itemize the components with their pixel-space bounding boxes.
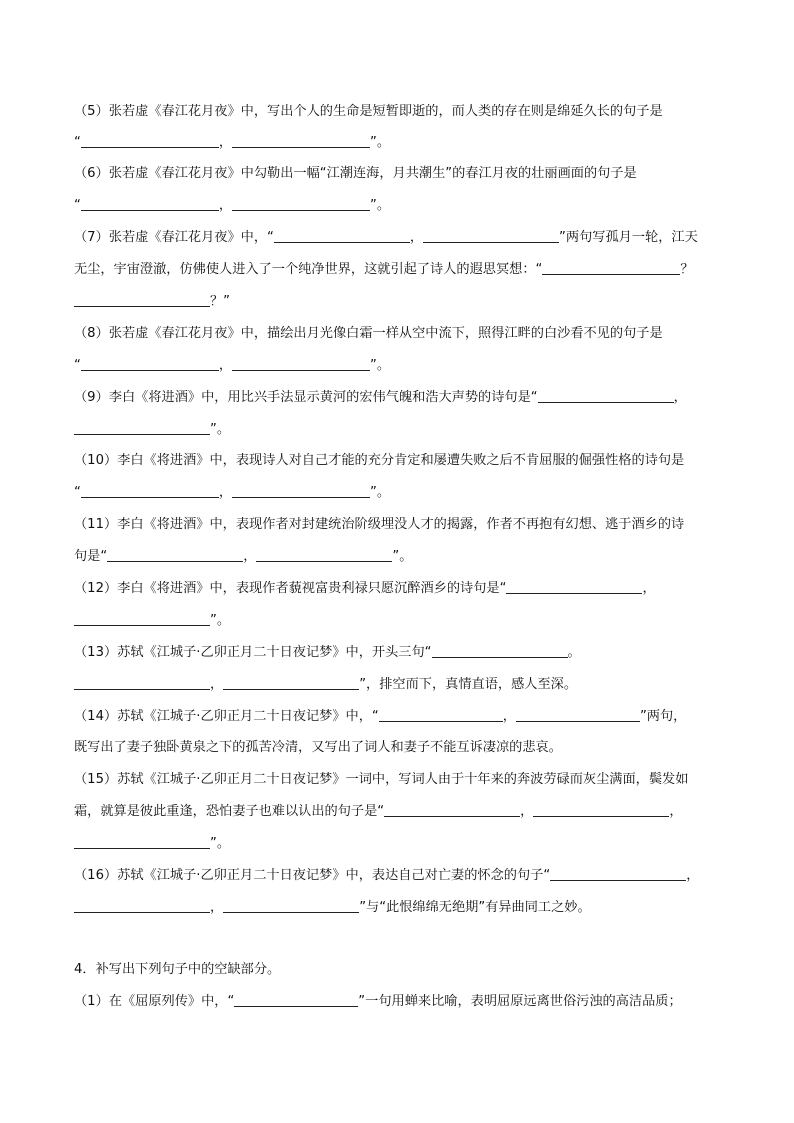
answer-line-8: “ ， ”。 bbox=[74, 358, 391, 373]
question-text: 张若虚《春江花月夜》中，写出个人的生命是短暂即逝的，而人类的存在则是绵延久长的句子是 bbox=[108, 104, 663, 119]
answer-blank[interactable] bbox=[516, 707, 640, 722]
answer-line-16: ， ”与“此恨绵绵无绝期”有异曲同工之妙。 bbox=[74, 898, 734, 918]
answer-line-6: “ ， ”。 bbox=[74, 198, 391, 213]
answer-blank[interactable] bbox=[81, 356, 219, 371]
answer-blank[interactable] bbox=[74, 675, 210, 690]
question-number: （16） bbox=[74, 868, 118, 883]
question-text: 李白《将进酒》中，表现作者对封建统治阶级埋没人才的揭露，作者不再抱有幻想、逃于酒乡的诗 bbox=[117, 517, 685, 532]
question-11 bbox=[74, 515, 734, 535]
answer-blank[interactable] bbox=[74, 898, 210, 913]
answer-blank[interactable] bbox=[81, 133, 219, 148]
answer-blank[interactable] bbox=[432, 643, 568, 658]
question-7: （7）张若虚《春江花月夜》中，“ ， ”两句写孤月一轮，江天 bbox=[74, 230, 698, 245]
answer-blank[interactable] bbox=[232, 133, 370, 148]
question-text: 李白《将进酒》中，表现诗人对自己才能的充分肯定和屡遭失败之后不肯屈服的倔强性格的诗句是 bbox=[117, 453, 685, 468]
answer-blank[interactable] bbox=[234, 992, 358, 1007]
question-16: （16）苏轼《江城子·乙卯正月二十日夜记梦》中，表达自己对亡妻的怀念的句子“ ， bbox=[74, 868, 700, 883]
answer-blank[interactable] bbox=[384, 802, 520, 817]
answer-line-11: 句是“ ， ”。 bbox=[74, 549, 413, 564]
answer-blank[interactable] bbox=[533, 802, 669, 817]
question-6 bbox=[74, 164, 734, 184]
question-12: （12）李白《将进酒》中，表现作者藐视富贵利禄只愿沉醉酒乡的诗句是“ ， bbox=[74, 581, 656, 596]
answer-blank[interactable] bbox=[232, 356, 370, 371]
question-8 bbox=[74, 324, 734, 344]
question-number: （15） bbox=[74, 772, 118, 787]
question-15 bbox=[74, 770, 734, 790]
question-number: （6） bbox=[74, 166, 109, 181]
answer-blank[interactable] bbox=[74, 292, 210, 307]
answer-blank[interactable] bbox=[379, 707, 503, 722]
question-number: （11） bbox=[74, 517, 118, 532]
question-text: 张若虚《春江花月夜》中，描绘出月光像白霜一样从空中流下，照得江畔的白沙看不见的句子是 bbox=[108, 326, 663, 341]
question-10 bbox=[74, 451, 734, 471]
question-text: 张若虚《春江花月夜》中勾勒出一幅“江潮连海，月共潮生”的春江月夜的壮丽画面的句子是 bbox=[108, 166, 637, 181]
question-number: （13） bbox=[74, 645, 118, 660]
answer-blank[interactable] bbox=[223, 898, 359, 913]
question-number: （8） bbox=[74, 326, 109, 341]
question-5 bbox=[74, 102, 734, 122]
question-number: （14） bbox=[74, 709, 118, 724]
answer-blank[interactable] bbox=[74, 611, 210, 626]
answer-line-10: “ ， ”。 bbox=[74, 485, 391, 500]
answer-line-15: ”。 bbox=[74, 834, 734, 854]
question-9: （9）李白《将进酒》中，用比兴手法显示黄河的宏伟气魄和浩大声势的诗句是“ ， bbox=[74, 390, 687, 405]
question-number: （1） bbox=[74, 994, 109, 1009]
answer-blank[interactable] bbox=[256, 547, 392, 562]
answer-blank[interactable] bbox=[274, 228, 410, 243]
answer-line-7: ？” bbox=[74, 292, 734, 312]
answer-blank[interactable] bbox=[423, 228, 559, 243]
question-number: （9） bbox=[74, 390, 109, 405]
answer-blank[interactable] bbox=[81, 483, 219, 498]
answer-blank[interactable] bbox=[81, 196, 219, 211]
answer-blank[interactable] bbox=[232, 196, 370, 211]
question-7-line-2: 无尘，宇宙澄澈，仿佛使人进入了一个纯净世界，这就引起了诗人的遐思冥想：“ ？ bbox=[74, 262, 694, 277]
answer-blank[interactable] bbox=[74, 834, 210, 849]
answer-blank[interactable] bbox=[542, 260, 680, 275]
answer-line-13: ， ”，排空而下，真情直语，感人至深。 bbox=[74, 675, 734, 695]
answer-blank[interactable] bbox=[107, 547, 243, 562]
answer-blank[interactable] bbox=[74, 420, 210, 435]
question-number: （12） bbox=[74, 581, 118, 596]
question-number: （7） bbox=[74, 230, 109, 245]
question-14-line-2: 既写出了妻子独卧黄泉之下的孤苦冷清，又写出了词人和妻子不能互诉凄凉的悲哀。 bbox=[74, 740, 562, 755]
answer-line-12: ”。 bbox=[74, 611, 734, 631]
answer-line-9: ”。 bbox=[74, 420, 734, 440]
answer-blank[interactable] bbox=[223, 675, 359, 690]
question-number: （5） bbox=[74, 104, 109, 119]
section-4-title: 4．补写出下列句子中的空缺部分。 bbox=[74, 962, 281, 977]
question-text: 苏轼《江城子·乙卯正月二十日夜记梦》一词中，写词人由于十年来的奔波劳碌而灰尘满面，鬓发如 bbox=[117, 772, 689, 787]
question-13: （13）苏轼《江城子·乙卯正月二十日夜记梦》中，开头三句“ 。 bbox=[74, 645, 581, 660]
answer-blank[interactable] bbox=[506, 579, 642, 594]
question-number: （10） bbox=[74, 453, 118, 468]
section-4-question-1: （1）在《屈原列传》中，“ ”一句用蝉来比喻，表明屈原远离世俗污浊的高洁品质； bbox=[74, 994, 682, 1009]
answer-blank[interactable] bbox=[538, 388, 674, 403]
question-15-line-2: 霜，就算是彼此重逢，恐怕妻子也难以认出的句子是“ ， ， bbox=[74, 804, 683, 819]
question-14: （14）苏轼《江城子·乙卯正月二十日夜记梦》中，“ ， ”两句， bbox=[74, 709, 687, 724]
answer-line-5: “ ， ”。 bbox=[74, 135, 391, 150]
answer-blank[interactable] bbox=[232, 483, 370, 498]
answer-blank[interactable] bbox=[550, 866, 686, 881]
